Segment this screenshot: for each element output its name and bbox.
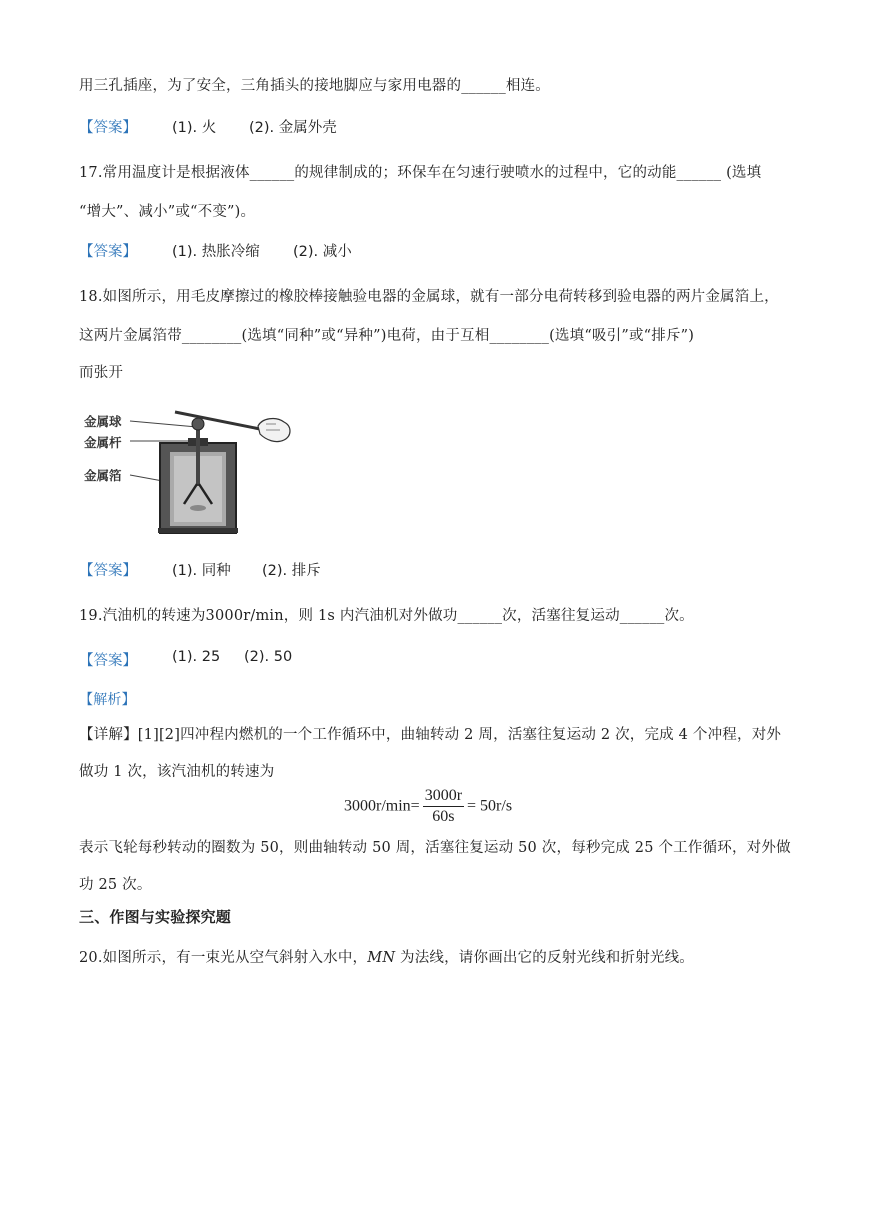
answer-item: (2). 金属外壳 [249, 120, 337, 136]
question-19-text: 19.汽油机的转速为3000r/min，则 1s 内汽油机对外做功______次，活塞往复运动______次。 [79, 608, 694, 624]
detail-line-1: 【详解】[1][2]四冲程内燃机的一个工作循环中，曲轴转动 2 周，活塞往复运动 2 次，完成 4 个冲程，对外 [79, 727, 782, 743]
question-20-prefix: 20.如图所示，有一束光从空气斜射入水中， [79, 950, 368, 966]
electroscope-drawing [80, 400, 300, 535]
answer-item: (2). 50 [244, 649, 293, 665]
question-20-suffix: 为法线，请你画出它的反射光线和折射光线。 [395, 950, 695, 966]
answer-item: (1). 同种 [172, 563, 231, 579]
figure-label-metal-ball: 金属球 [84, 414, 122, 429]
answer-item: (2). 排斥 [262, 563, 321, 579]
answer-tag: 【答案】 [79, 653, 137, 669]
figure-label-metal-foil: 金属箔 [84, 468, 122, 483]
detail-line-2: 做功 1 次，该汽油机的转速为 [79, 764, 275, 780]
formula-denominator: 60s [432, 808, 455, 825]
normal-line-label: MN [367, 950, 396, 966]
formula-lhs: 3000r/min= [344, 797, 420, 815]
question-17-line-2: “增大”、减小”或“不变”)。 [79, 204, 256, 220]
answer-tag: 【答案】 [79, 244, 137, 260]
detail-line-4: 功 25 次。 [79, 877, 152, 893]
answer-item: (1). 25 [172, 649, 221, 665]
answer-tag: 【答案】 [79, 120, 137, 136]
formula-numerator: 3000r [423, 786, 464, 807]
question-16-text: 用三孔插座，为了安全，三角插头的接地脚应与家用电器的______相连。 [79, 78, 550, 94]
answer-item: (2). 减小 [293, 244, 352, 260]
figure-label-metal-rod: 金属杆 [84, 435, 122, 450]
question-18-line-3: 而张开 [79, 365, 124, 381]
answer-item: (1). 热胀冷缩 [172, 244, 260, 260]
section-heading: 三、作图与实验探究题 [79, 908, 232, 926]
answer-item: (1). 火 [172, 120, 217, 136]
formula-rhs: = 50r/s [467, 797, 513, 815]
analysis-tag: 【解析】 [79, 692, 136, 708]
question-18-line-2: 这两片金属箔带________(选填“同种”或“异种”)电荷，由于互相________(选填“吸引”或“排斥”) [79, 328, 695, 344]
question-18-line-1: 18.如图所示，用毛皮摩擦过的橡胶棒接触验电器的金属球，就有一部分电荷转移到验电器的两片金属箔上， [79, 289, 779, 305]
detail-line-3: 表示飞轮每秒转动的圈数为 50，则曲轴转动 50 周，活塞往复运动 50 次，每秒完成 25 个工作循环，对外做 [79, 840, 791, 856]
answer-tag: 【答案】 [79, 563, 137, 579]
rpm-formula [344, 786, 512, 827]
formula-fraction [423, 786, 464, 827]
question-17-line-1: 17.常用温度计是根据液体______的规律制成的；环保车在匀速行驶喷水的过程中，它的动能______ (选填 [79, 165, 762, 181]
question-20-text [79, 946, 694, 967]
